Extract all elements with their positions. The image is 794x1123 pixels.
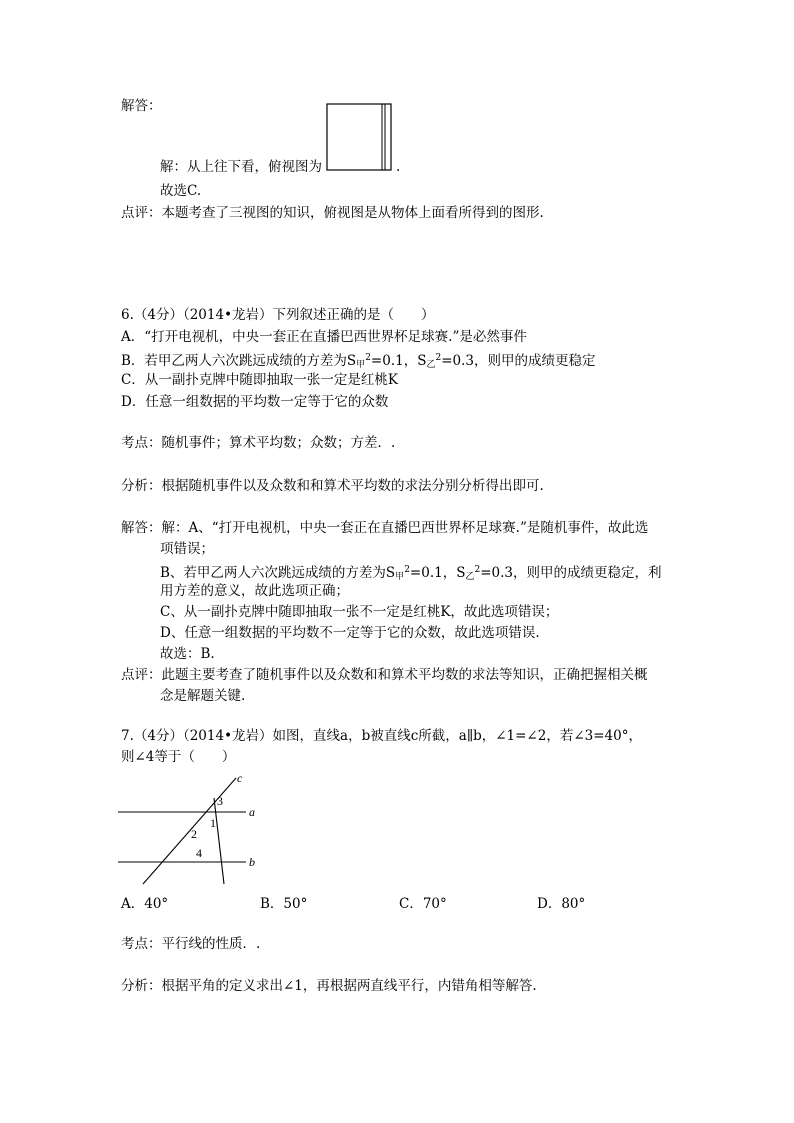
top-view-figure xyxy=(326,103,396,173)
superscript-2: 2 xyxy=(474,565,481,575)
transversal-segment xyxy=(214,798,224,884)
q7-fenxi: 分析：根据平角的定义求出∠1，再根据两直线平行，内错角相等解答. xyxy=(121,978,537,994)
angle-label-2: 2 xyxy=(191,827,197,841)
q7-kaodian: 考点：平行线的性质．. xyxy=(121,936,261,952)
q7-stem-line-2: 则∠4等于（ ） xyxy=(121,749,236,765)
superscript-2: 2 xyxy=(404,565,410,575)
q6-comment-line-1: 点评：此题主要考查了随机事件以及众数和和算术平均数的求法等知识，正确把握相关概 xyxy=(121,667,648,683)
q6-option-b-post: =0.3，则甲的成绩更稳定 xyxy=(441,353,596,369)
q6-fenxi: 分析：根据随机事件以及众数和和算术平均数的求法分别分析得出即可. xyxy=(121,478,544,494)
q6-answer-line-1: 解答：解：A、“打开电视机，中央一套正在直播巴西世界杯足球赛.”是随机事件，故此选 xyxy=(121,520,649,536)
q6-option-b-text: B．若甲乙两人六次跳远成绩的方差为S xyxy=(121,353,357,369)
q6-stem: 6.（4分）（2014•龙岩）下列叙述正确的是（ ） xyxy=(121,307,435,323)
q6-answer-line-6: D、任意一组数据的平均数不一定等于它的众数，故此选项错误. xyxy=(160,625,540,641)
label-b: b xyxy=(249,855,255,869)
q7-option-c: C．70° xyxy=(399,896,447,912)
q7-option-a: A．40° xyxy=(121,896,169,912)
angle-label-3: 3 xyxy=(217,794,223,808)
q6-answer-line-3-mid: =0.1，S xyxy=(409,565,466,581)
q7-option-d: D．80° xyxy=(537,896,586,912)
subscript-yi: 乙 xyxy=(426,360,436,370)
q7-stem-line-1: 7.（4分）（2014•龙岩）如图，直线a，b被直线c所截，a∥b，∠1=∠2，若∠3=40°， xyxy=(121,728,642,744)
q7-option-b: B．50° xyxy=(260,896,308,912)
q6-option-a: A．“打开电视机，中央一套正在直播巴西世界杯足球赛.”是必然事件 xyxy=(121,329,527,345)
q6-comment-line-2: 念是解题关键. xyxy=(160,688,246,704)
label-c: c xyxy=(237,771,243,785)
q6-option-c: C．从一副扑克牌中随即抽取一张一定是红桃K xyxy=(121,372,398,388)
q6-answer-line-3-text: B、若甲乙两人六次跳远成绩的方差为S xyxy=(160,565,396,581)
top-view-square xyxy=(327,104,391,170)
q5-solution-suffix: . xyxy=(396,159,401,175)
q5-comment: 点评：本题考查了三视图的知识，俯视图是从物体上面看所得到的图形. xyxy=(121,205,544,221)
superscript-2: 2 xyxy=(365,353,371,363)
parallel-lines-figure xyxy=(118,770,268,885)
q5-solution xyxy=(160,158,322,176)
q5-choose: 故选C. xyxy=(160,183,202,199)
label-a: a xyxy=(249,805,255,819)
q6-answer-line-7: 故选：B. xyxy=(160,646,215,662)
q6-option-b-mid: =0.1，S xyxy=(370,353,427,369)
q5-solution-prefix: 解：从上往下看，俯视图为 xyxy=(160,159,322,175)
q6-answer-line-3-post: =0.3，则甲的成绩更稳定，利 xyxy=(480,565,662,581)
angle-label-1: 1 xyxy=(210,816,216,830)
q6-answer-line-2: 项错误； xyxy=(160,541,214,557)
subscript-yi: 乙 xyxy=(465,572,475,582)
angle-label-4: 4 xyxy=(196,846,202,860)
q6-answer-line-5: C、从一副扑克牌中随即抽取一张不一定是红桃K，故此选项错误； xyxy=(160,604,559,620)
subscript-jia: 甲 xyxy=(356,360,366,370)
subscript-jia: 甲 xyxy=(395,572,405,582)
q6-kaodian: 考点：随机事件；算术平均数；众数；方差．. xyxy=(121,435,396,451)
q6-answer-line-4: 用方差的意义，故此选项正确； xyxy=(160,583,349,599)
q5-answer-label: 解答： xyxy=(121,98,162,114)
q6-option-d: D．任意一组数据的平均数一定等于它的众数 xyxy=(121,394,389,410)
superscript-2: 2 xyxy=(435,353,442,363)
